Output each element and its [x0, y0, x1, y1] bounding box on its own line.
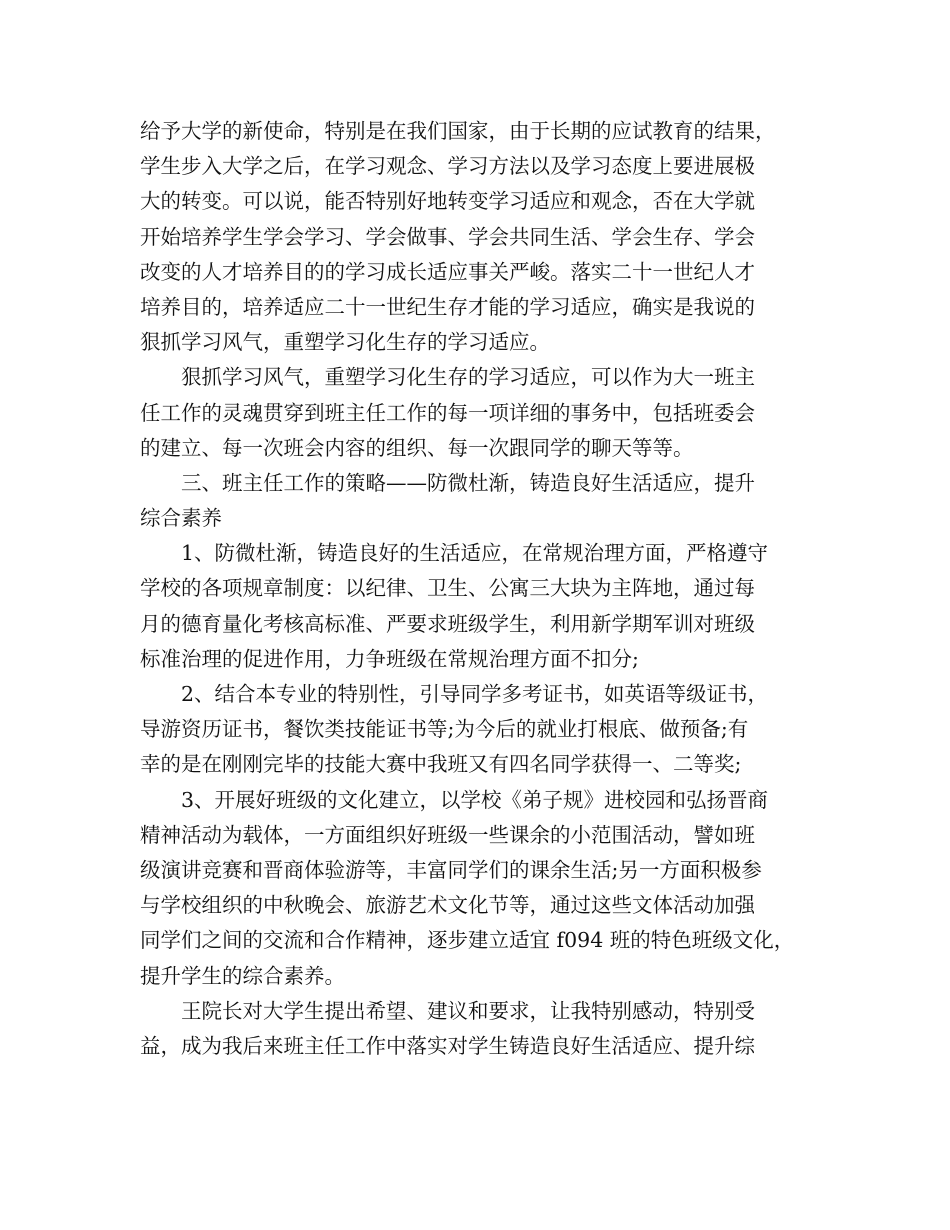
- paragraph-first-line: 2、结合本专业的特别性，引导同学多考证书，如英语等级证书，: [181, 682, 769, 706]
- text-line: 同学们之间的交流和合作精神，逐步建立适宜 f094 班的特色班级文化，: [140, 928, 795, 953]
- paragraph-first-line: 1、防微杜渐，铸造良好的生活适应，在常规治理方面，严格遵守: [181, 541, 769, 566]
- text-line: 标准治理的促进作用，力争班级在常规治理方面不扣分;: [140, 646, 639, 671]
- text-line: 幸的是在刚刚完毕的技能大赛中我班又有四名同学获得一、二等奖;: [140, 752, 742, 777]
- document-body: [140, 114, 830, 1064]
- text-line: 与学校组织的中秋晚会、旅游艺术文化节等，通过这些文体活动加强: [140, 893, 755, 918]
- paragraph-first-line: 三、班主任工作的策略——防微杜渐，铸造良好生活适应，提升: [181, 470, 755, 495]
- paragraph-first-line: 王院长对大学生提出希望、建议和要求，让我特别感动，特别受: [181, 998, 755, 1023]
- text-line: 月的德育量化考核高标准、严要求班级学生，利用新学期军训对班级: [140, 611, 755, 636]
- text-line: 培养目的，培养适应二十一世纪生存才能的学习适应，确实是我说的: [140, 294, 755, 319]
- text-line: 提升学生的综合素养。: [140, 963, 345, 988]
- text-line: 学校的各项规章制度：以纪律、卫生、公寓三大块为主阵地，通过每: [140, 576, 755, 601]
- text-line: 改变的人才培养目的的学习成长适应事关严峻。落实二十一世纪人才: [140, 259, 755, 284]
- text-line: 的建立、每一次班会内容的组织、每一次跟同学的聊天等等。: [140, 435, 694, 460]
- text-line: 开始培养学生学会学习、学会做事、学会共同生活、学会生存、学会: [140, 224, 755, 249]
- text-line: 导游资历证书，餐饮类技能证书等;为今后的就业打根底、做预备;有: [140, 717, 749, 742]
- text-line: 益，成为我后来班主任工作中落实对学生铸造良好生活适应、提升综: [140, 1033, 755, 1058]
- text-line: 给予大学的新使命，特别是在我们国家，由于长期的应试教育的结果，: [140, 119, 776, 143]
- text-line: 任工作的灵魂贯穿到班主任工作的每一项详细的事务中，包括班委会: [140, 400, 755, 425]
- text-line: 综合素养: [140, 506, 222, 531]
- text-line: 大的转变。可以说，能否特别好地转变学习适应和观念，否在大学就: [140, 189, 755, 214]
- text-line: 精神活动为载体，一方面组织好班级一些课余的小范围活动，譬如班: [140, 822, 755, 847]
- text-line: 学生步入大学之后，在学习观念、学习方法以及学习态度上要进展极: [140, 154, 755, 179]
- text-line: 级演讲竞赛和晋商体验游等，丰富同学们的课余生活;另一方面积极参: [140, 857, 762, 882]
- text-line: 狠抓学习风气，重塑学习化生存的学习适应。: [140, 330, 550, 355]
- paragraph-first-line: 3、开展好班级的文化建立，以学校《弟子规》进校园和弘扬晋商: [181, 787, 769, 812]
- paragraph-first-line: 狠抓学习风气，重塑学习化生存的学习适应，可以作为大一班主: [181, 365, 755, 390]
